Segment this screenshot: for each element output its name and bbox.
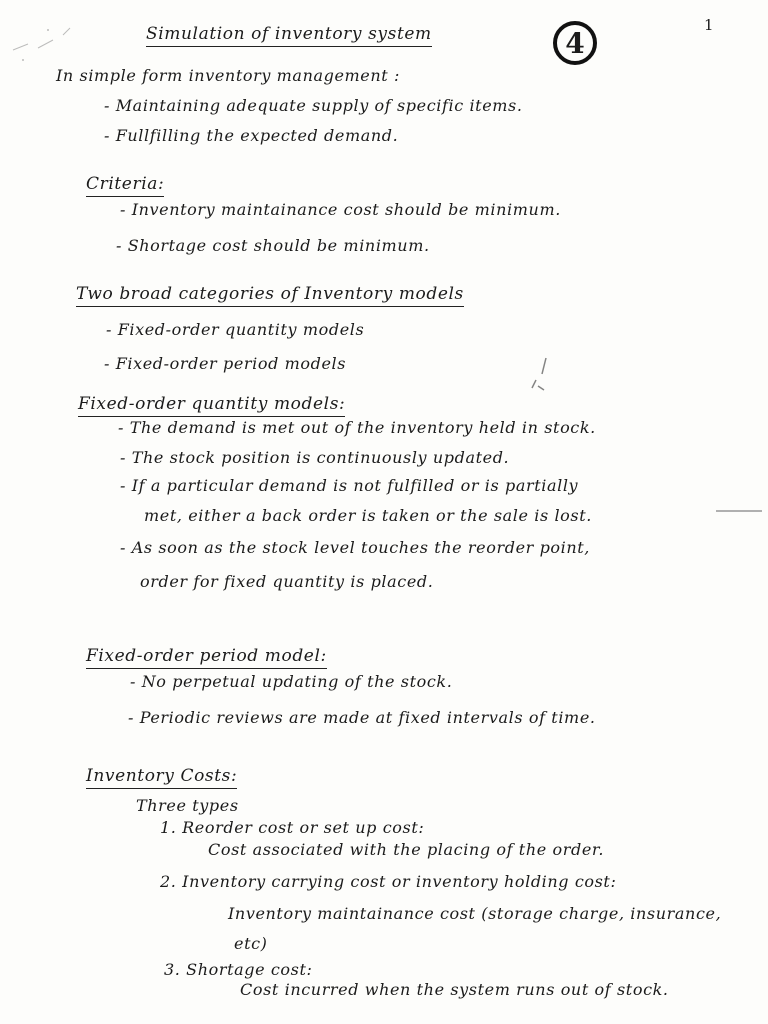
fop-item-2: - Periodic reviews are made at fixed intervals of time. xyxy=(128,708,596,727)
costs-line-4: Inventory maintainance cost (storage charge, insurance, xyxy=(228,904,722,923)
foq-heading: Fixed-order quantity models: xyxy=(78,394,345,417)
costs-heading: Inventory Costs: xyxy=(86,766,237,789)
categories-item-1: - Fixed-order quantity models xyxy=(106,320,365,339)
foq-line-3: - If a particular demand is not fulfilled or is partially xyxy=(120,476,579,495)
intro-item-2: - Fullfilling the expected demand. xyxy=(104,126,399,145)
foq-line-4: met, either a back order is taken or the sale is lost. xyxy=(144,506,592,525)
costs-line-2: Cost associated with the placing of the order. xyxy=(208,840,605,859)
fop-item-1: - No perpetual updating of the stock. xyxy=(130,672,453,691)
costs-line-3: 2. Inventory carrying cost or inventory holding cost: xyxy=(160,872,617,891)
criteria-item-1: - Inventory maintainance cost should be minimum. xyxy=(120,200,561,219)
costs-line-1: 1. Reorder cost or set up cost: xyxy=(160,818,425,837)
intro-text: In simple form inventory management : xyxy=(56,66,400,85)
criteria-item-2: - Shortage cost should be minimum. xyxy=(116,236,430,255)
page-title: Simulation of inventory system xyxy=(146,24,432,47)
intro-item-1: - Maintaining adequate supply of specific items. xyxy=(104,96,523,115)
foq-line-6: order for fixed quantity is placed. xyxy=(140,572,434,591)
costs-line-6: 3. Shortage cost: xyxy=(164,960,313,979)
fop-heading: Fixed-order period model: xyxy=(86,646,327,669)
costs-line-5: etc) xyxy=(234,934,268,953)
costs-subheading: Three types xyxy=(136,796,239,815)
foq-line-1: - The demand is met out of the inventory held in stock. xyxy=(118,418,596,437)
criteria-heading: Criteria: xyxy=(86,174,164,197)
categories-item-2: - Fixed-order period models xyxy=(104,354,347,373)
foq-line-2: - The stock position is continuously updated. xyxy=(120,448,510,467)
pencil-mark xyxy=(522,356,552,396)
costs-line-7: Cost incurred when the system runs out of stock. xyxy=(240,980,669,999)
margin-dash-mark xyxy=(714,506,764,516)
categories-heading: Two broad categories of Inventory models xyxy=(76,284,464,307)
circled-number xyxy=(553,21,597,65)
circled-number-text: 4 xyxy=(565,26,585,60)
page-number: 1 xyxy=(704,16,714,34)
foq-line-5: - As soon as the stock level touches the reorder point, xyxy=(120,538,590,557)
